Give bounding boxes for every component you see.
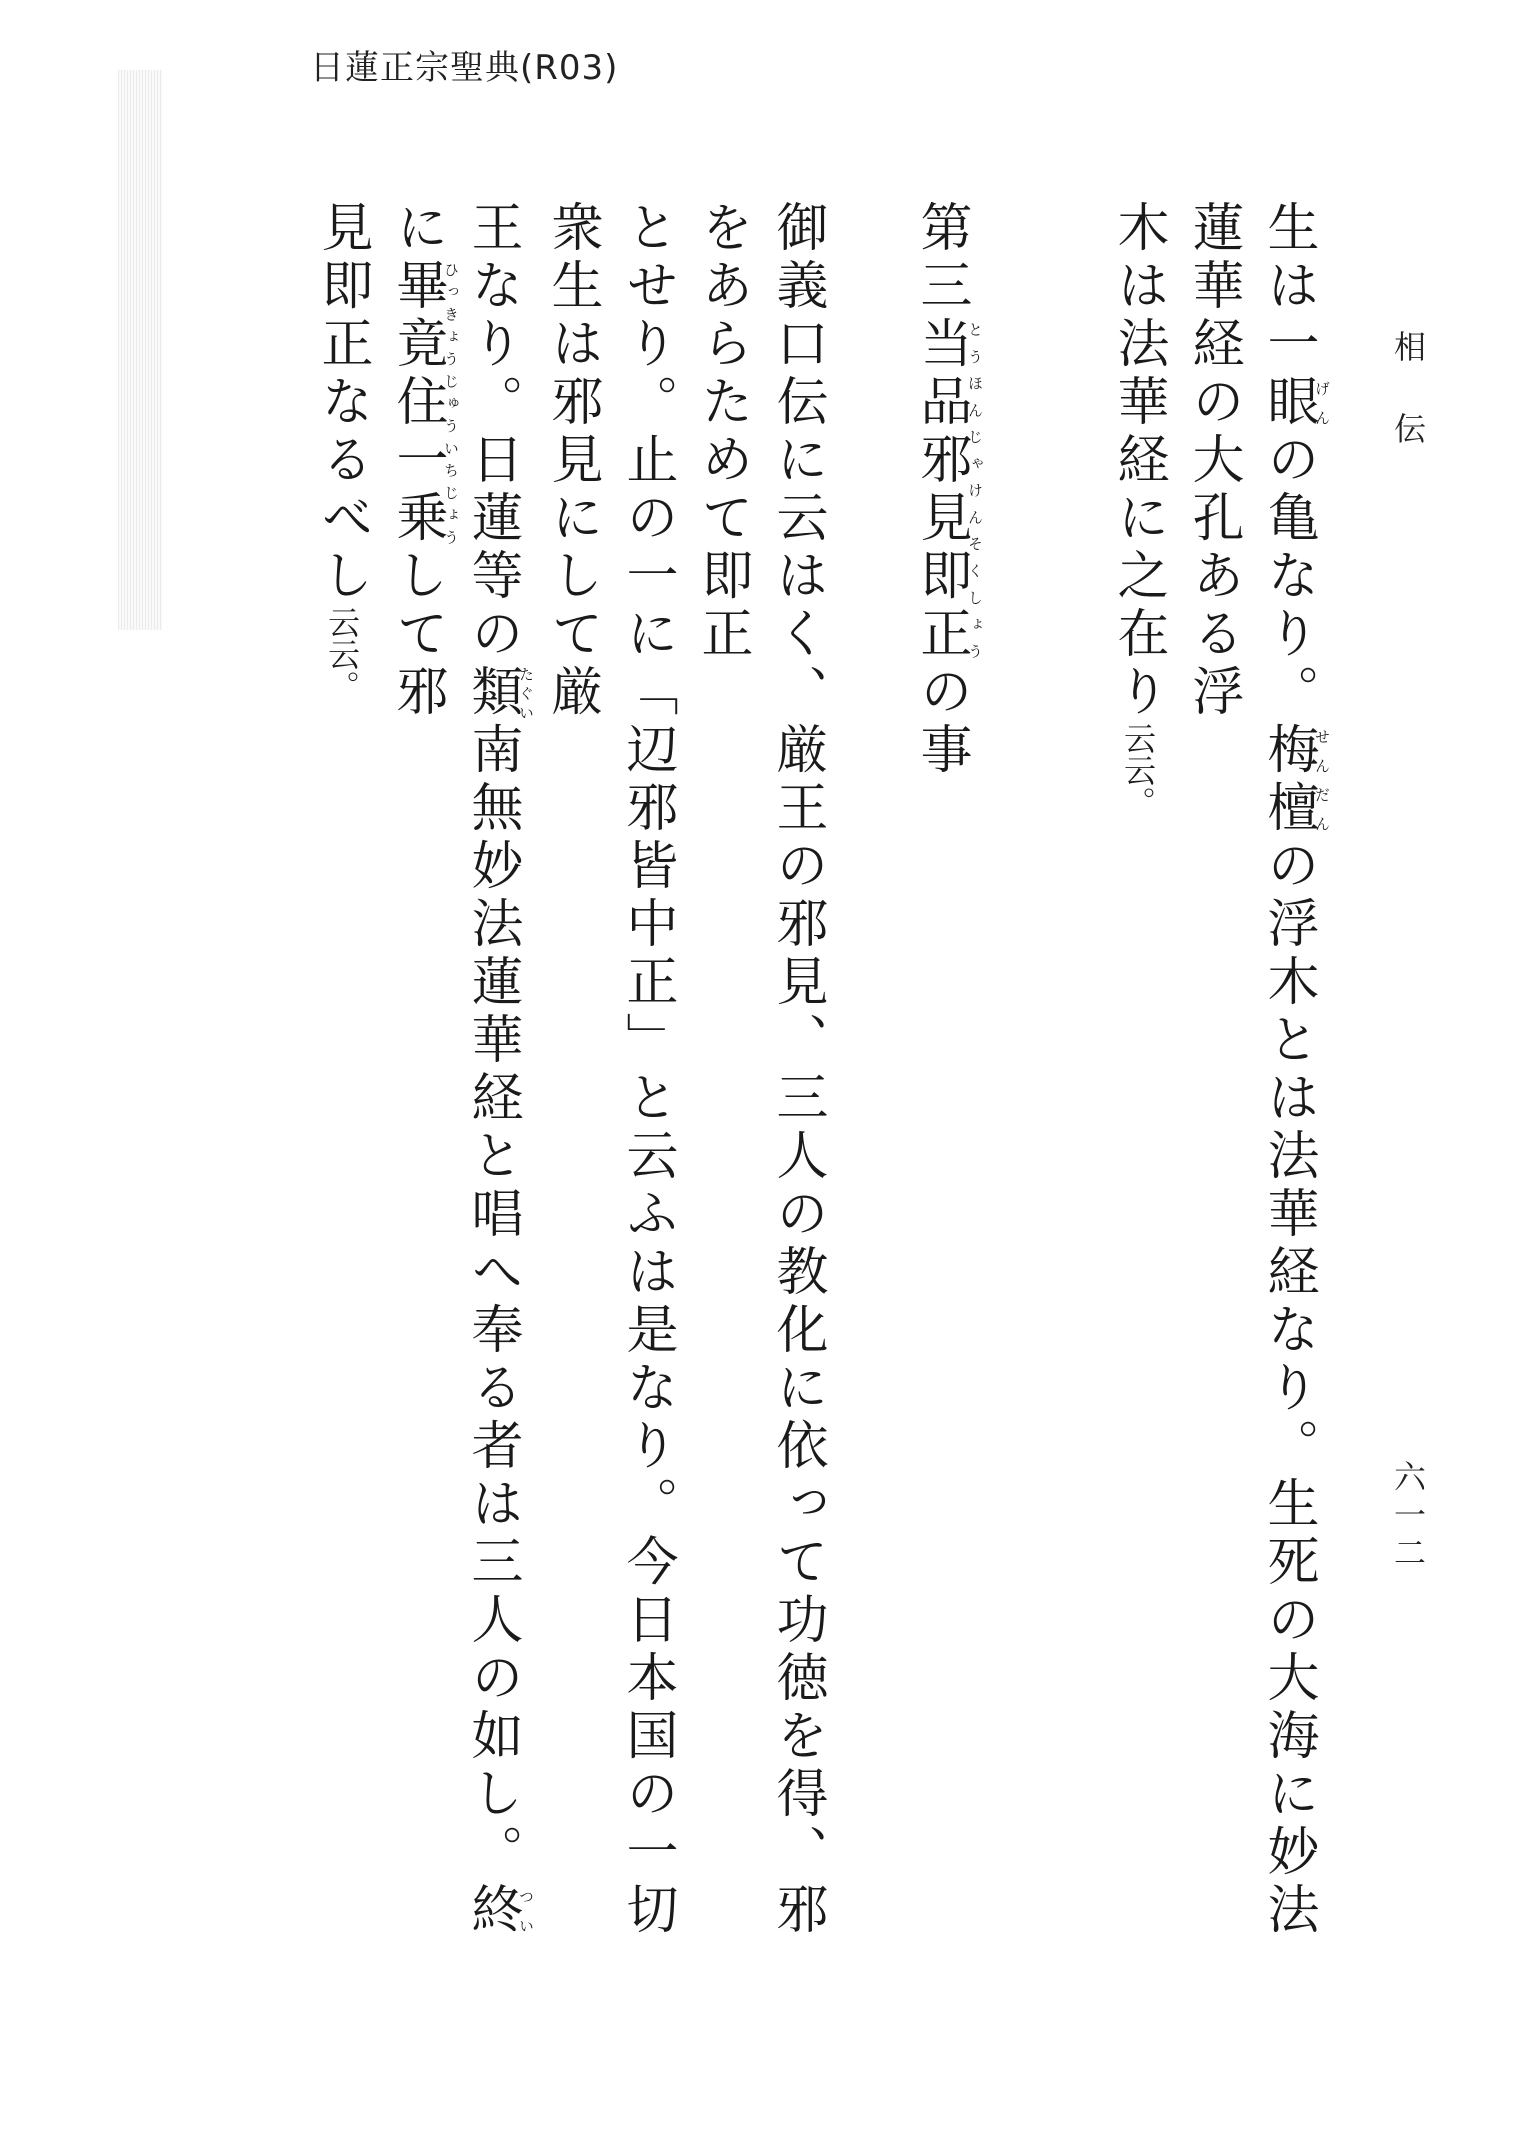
text-line: とせり。止の一に「辺邪皆中正」と云ふは是なり。今日本国の一切衆生は邪見にして厳 <box>542 200 677 1940</box>
note-text: 云云。 <box>1119 722 1157 818</box>
vertical-body-text <box>200 200 1330 1980</box>
text-line: 木は法華経に之在り云云。 <box>1108 200 1168 818</box>
chapter-title <box>0 200 229 1980</box>
text-line: 見即正なるべし云云。 <box>312 200 372 702</box>
text-line: 御義口伝に云はく、厳王の邪見、三人の教化に依って功徳を得、邪をあらためて即正 <box>692 200 827 1940</box>
text-line: 生は一眼げんの亀なり。梅檀せんだんの浮木とは法華経なり。生死の大海に妙法蓮華経の大孔ある浮 <box>1183 200 1331 1940</box>
running-head: 相伝 <box>1389 330 1427 494</box>
page-number: 六一二 <box>1389 1460 1427 1574</box>
section-heading: 第三当品邪見即正とうほんじゃけんそくしょうの事 <box>911 200 984 780</box>
document-header-title: 日蓮正宗聖典(R03) <box>310 48 619 88</box>
note-text: 云云。 <box>323 606 361 702</box>
text-line: 王なり。日蓮等の類たぐい南無妙法蓮華経と唱へ奉る者は三人の如し。終ついに畢竟住一乗ひっきょうじゅういちじょうして邪 <box>387 200 535 1940</box>
